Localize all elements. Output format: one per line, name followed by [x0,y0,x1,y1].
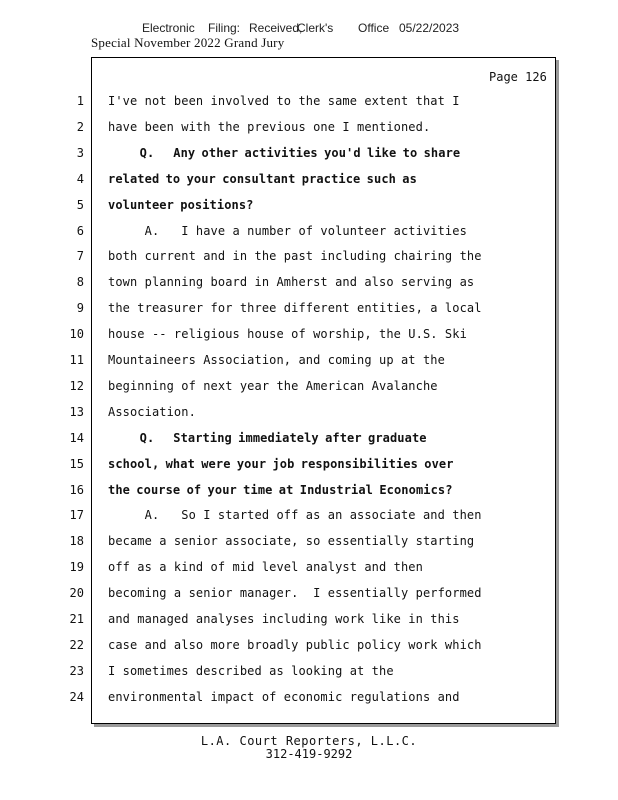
transcript-line: the course of your time at Industrial Economics? [108,483,453,497]
transcript-line: I've not been involved to the same extent that I [108,94,460,108]
page-number: Page 126 [489,70,547,84]
line-number: 16 [69,483,84,497]
line-number: 17 [69,508,84,522]
court-reporter-phone: 312-419-9292 [265,747,353,761]
transcript-line: and managed analyses including work like in this [108,612,460,626]
line-number: 18 [69,534,84,548]
case-title: Special November 2022 Grand Jury [91,35,285,50]
filing-stamp-word: Electronic [142,21,195,35]
transcript-line: related to your consultant practice such as [108,172,417,186]
transcript-line: both current and in the past including chairing the [108,249,482,263]
line-number: 10 [69,327,84,341]
line-number: 4 [76,172,84,186]
filing-stamp-word: Filing: [208,21,241,35]
transcript-line: case and also more broadly public policy work which [108,638,482,652]
transcript-line: town planning board in Amherst and also serving as [108,275,475,289]
line-number: 24 [69,690,84,704]
line-number: 1 [76,94,84,108]
court-reporter-name: L.A. Court Reporters, L.L.C. [200,734,418,748]
line-number: 6 [76,224,84,238]
filing-stamp-word: Received, [249,21,303,35]
transcript-line: off as a kind of mid level analyst and then [108,560,423,574]
transcript-line: Association. [108,405,196,419]
line-number: 23 [69,664,84,678]
transcript-line: environmental impact of economic regulations and [108,690,460,704]
line-number: 13 [69,405,84,419]
line-number: 5 [76,198,84,212]
transcript-line: volunteer positions? [108,198,254,212]
transcript-line: school, what were your job responsibilities over [108,457,454,471]
line-number: 12 [69,379,84,393]
transcript-line: Mountaineers Association, and coming up at the [108,353,445,367]
transcript-line: house -- religious house of worship, the U.S. Ski [108,327,467,341]
line-number: 14 [69,431,84,445]
line-number: 20 [69,586,84,600]
line-number: 9 [76,301,84,315]
filing-date: 05/22/2023 [399,21,460,35]
line-number: 19 [69,560,84,574]
transcript-line: became a senior associate, so essentially starting [108,534,475,548]
transcript-line: A. I have a number of volunteer activities [108,224,467,238]
transcript-line: Q. Any other activities you'd like to share [108,146,461,160]
line-number: 21 [69,612,84,626]
transcript-line: have been with the previous one I mentioned. [108,120,431,134]
filing-stamp-word: Clerk's [297,21,334,35]
transcript-line: beginning of next year the American Avalanche [108,379,438,393]
line-number: 22 [69,638,84,652]
line-number: 2 [76,120,84,134]
line-number: 7 [76,249,84,263]
line-number: 11 [69,353,84,367]
line-number: 3 [76,146,84,160]
line-number: 8 [76,275,84,289]
line-number: 15 [69,457,84,471]
transcript-line: becoming a senior manager. I essentially performed [108,586,482,600]
transcript-line: the treasurer for three different entities, a local [108,301,482,315]
transcript-line: A. So I started off as an associate and then [108,508,482,522]
transcript-line: Q. Starting immediately after graduate [108,431,427,445]
transcript-line: I sometimes described as looking at the [108,664,394,678]
filing-stamp-word: Office [358,21,390,35]
